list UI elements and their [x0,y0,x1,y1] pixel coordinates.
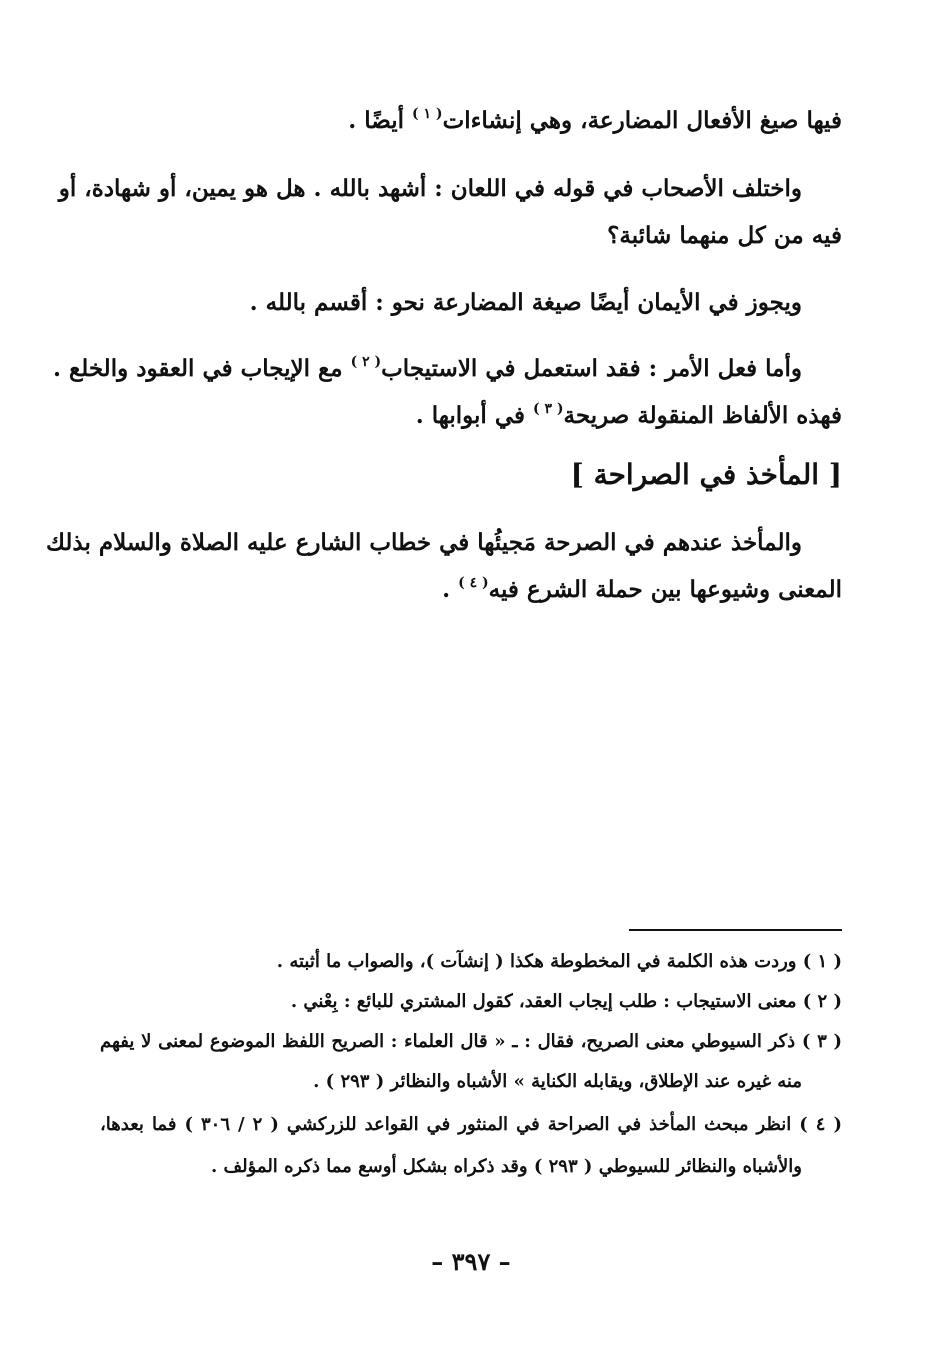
footnote-1: ( ١ ) وردت هذه الكلمة في المخطوطة هكذا ( إنشآت )، والصواب ما أثبته . [276,951,842,972]
footnote-ref-2: ( ٢ ) [350,354,382,370]
body-line-1: فيها صيغ الأفعال المضارعة، وهي إنشاءات$^{( ١ )}$ أيضًا . [348,106,842,134]
footnote-4-line-1: ( ٤ ) انظر مبحث المأخذ في الصراحة في المنثور في القواعد للزركشي ( ٢ / ٣٠٦ ) فما بعدها، [100,1114,842,1135]
footnote-4-line-2: والأشباه والنظائر للسيوطي ( ٢٩٣ ) وقد ذكراه بشكل أوسع مما ذكره المؤلف . [210,1156,802,1177]
footnote-ref-4: ( ٤ ) [458,575,489,591]
body-line-5: وأما فعل الأمر : فقد استعمل في الاستيجاب$^{( ٢ )}$ مع الإيجاب في العقود والخلع . [52,354,802,382]
footnote-3-line-1: ( ٣ ) ذكر السيوطي معنى الصريح، فقال : ـ « قال العلماء : الصريح اللفظ الموضوع لمعنى لا يفهم [100,1031,842,1052]
body-line-8: المعنى وشيوعها بين حملة الشرع فيه$^{( ٤ )}$ . [442,575,842,603]
footnote-ref-1: ( ١ ) [412,106,443,122]
footnote-3-line-2: منه غيره عند الإطلاق، ويقابله الكناية » الأشباه والنظائر ( ٢٩٣ ) . [313,1071,802,1092]
footnote-2: ( ٢ ) معنى الاستيجاب : طلب إيجاب العقد، كقول المشتري للبائع : بِعْني . [290,991,842,1012]
footnote-ref-3: ( ٣ ) [533,401,564,417]
footnote-separator [629,929,842,931]
body-line-7: والمأخذ عندهم في الصرحة مَجيئُها في خطاب الشارع عليه الصلاة والسلام بذلك [45,529,802,556]
body-line-6: فهذه الألفاظ المنقولة صريحة$^{( ٣ )}$ في أبوابها . [415,401,842,429]
body-line-2: واختلف الأصحاب في قوله في اللعان : أشهد بالله . هل هو يمين، أو شهادة، أو [58,175,802,202]
body-line-3: فيه من كل منهما شائبة؟ [607,222,842,249]
page-number: – ٣٩٧ – [431,1247,511,1276]
body-line-4: ويجوز في الأيمان أيضًا صيغة المضارعة نحو : أقسم بالله . [249,289,802,316]
section-heading: [ المأخذ في الصراحة ] [570,458,842,491]
